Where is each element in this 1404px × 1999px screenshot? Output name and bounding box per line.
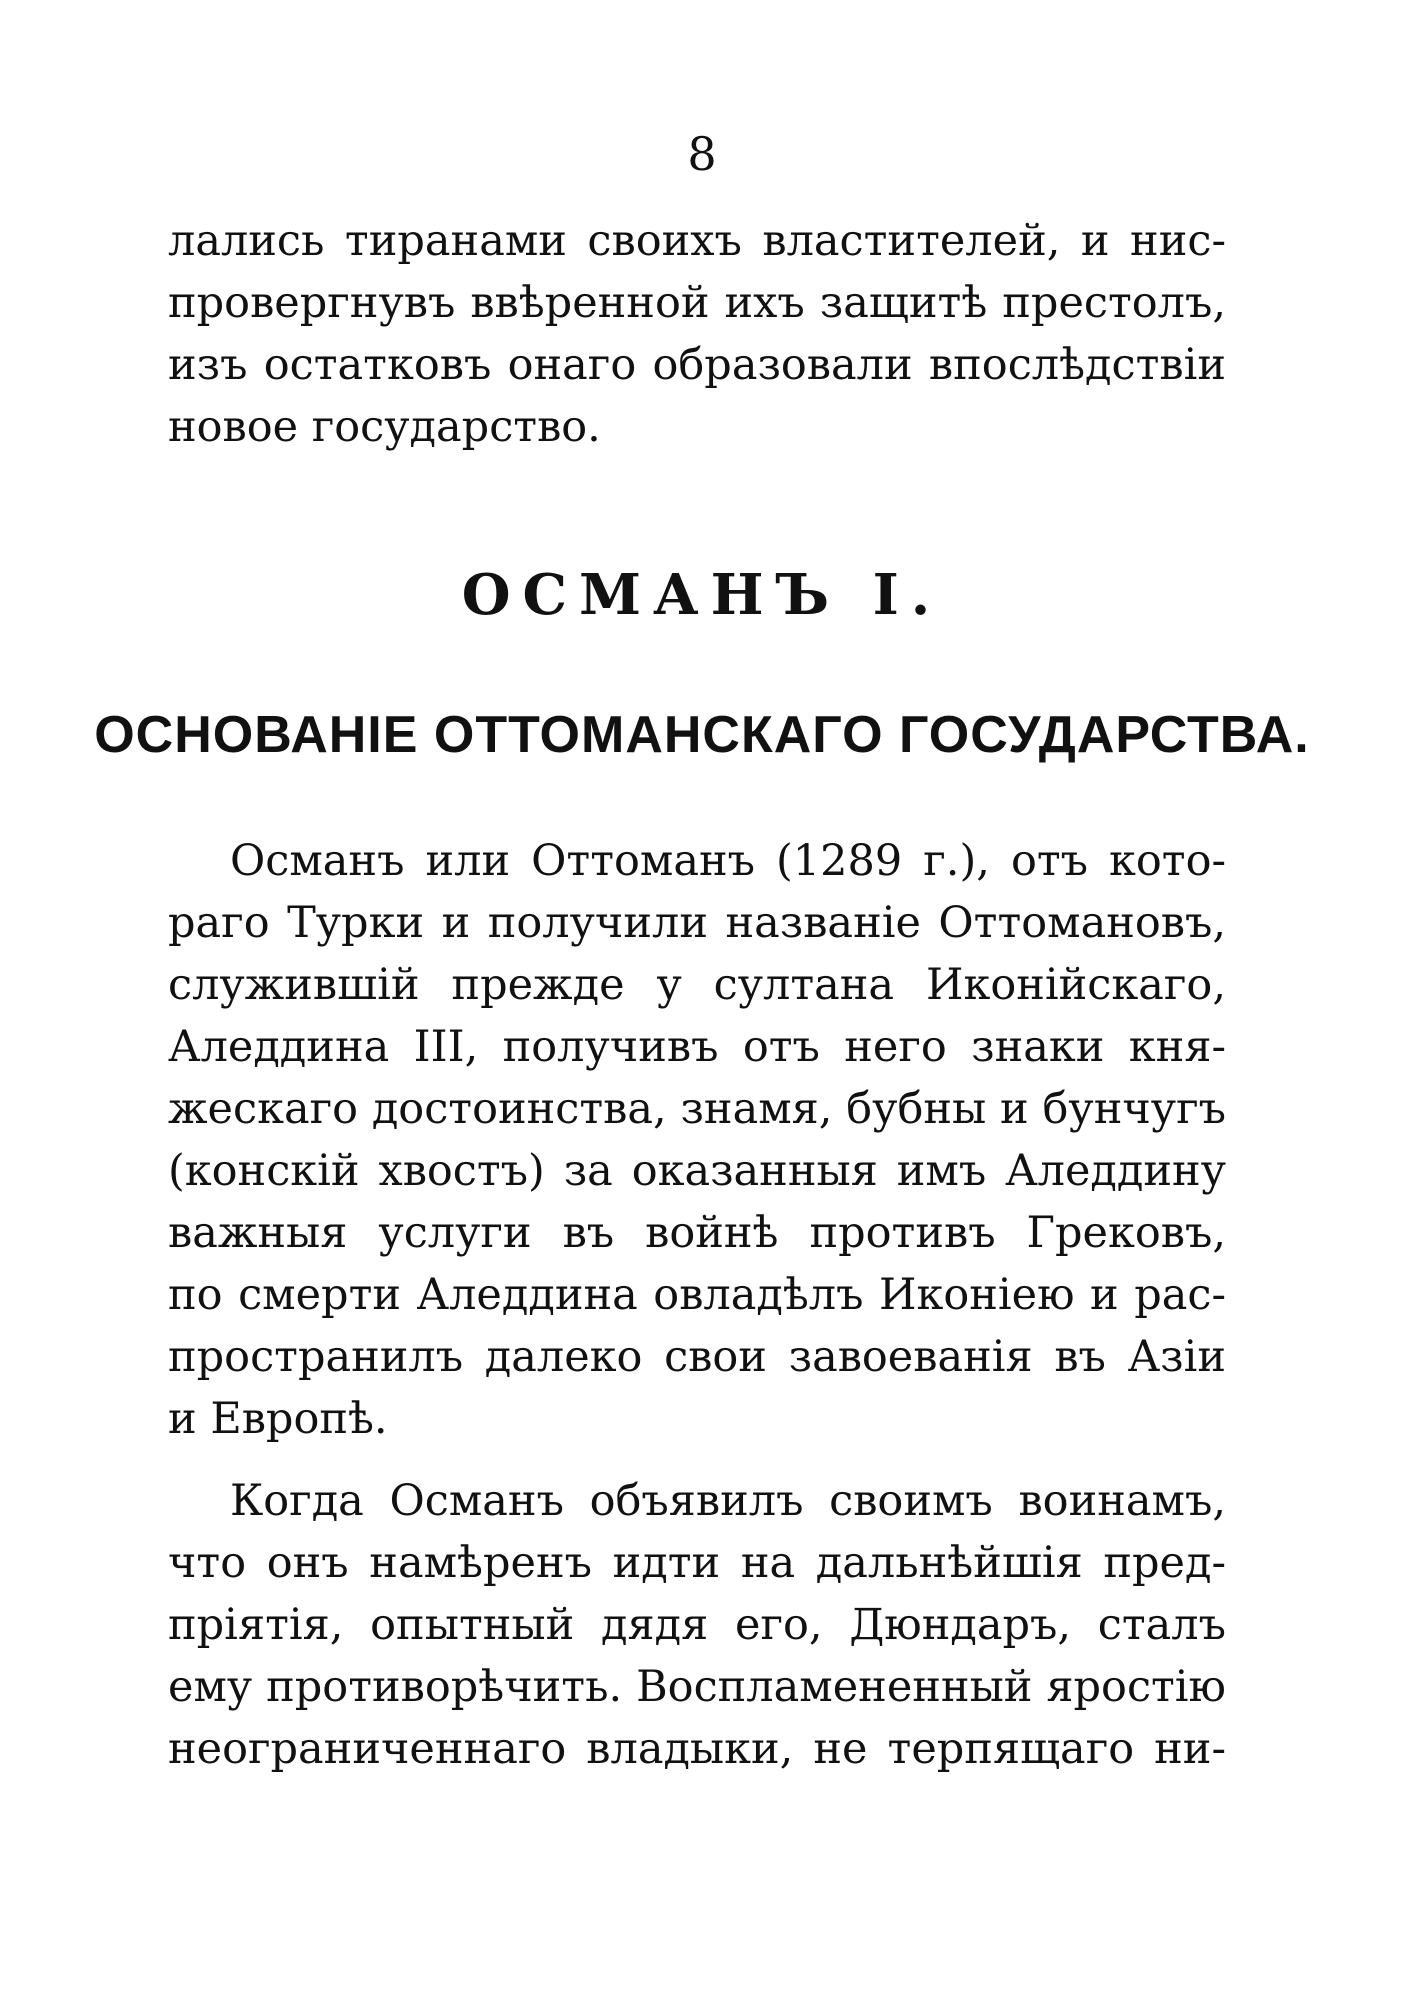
text-line: ему противорѣчить. Воспламененный яростію (168, 1662, 1226, 1712)
text-line: раго Турки и получили названіе Оттомановъ, (168, 898, 1226, 948)
text-line: что онъ намѣренъ идти на дальнѣйшія пред- (168, 1538, 1226, 1588)
text-line: Когда Османъ объявилъ своимъ воинамъ, (230, 1476, 1226, 1526)
chapter-title: ОСМАНЪ I. (461, 562, 943, 628)
text-line: провергнувъ ввѣренной ихъ защитѣ престолъ, (168, 278, 1226, 328)
text-line: пространилъ далеко свои завоеванія въ Азіи (168, 1332, 1226, 1382)
text-line: по смерти Аледдина овладѣлъ Иконіею и рас- (168, 1270, 1226, 1320)
text-line: новое государство. (168, 402, 601, 452)
text-line: лались тиранами своихъ властителей, и нис- (168, 216, 1226, 266)
text-line: пріятія, опытный дядя его, Дюндаръ, сталъ (168, 1600, 1226, 1650)
text-line: изъ остатковъ онаго образовали впослѣдствіи (168, 340, 1226, 390)
section-title: ОСНОВАНІЕ ОТТОМАНСКАГО ГОСУДАРСТВА. (94, 706, 1310, 764)
text-line: Аледдина III, получивъ отъ него знаки кня- (168, 1022, 1226, 1072)
text-line: (конскій хвостъ) за оказанныя имъ Аледдину (168, 1146, 1226, 1196)
text-line: жескаго достоинства, знамя, бубны и бунчугъ (168, 1084, 1226, 1134)
text-line: и Европѣ. (168, 1394, 388, 1444)
text-line: служившій прежде у султана Иконійскаго, (168, 960, 1226, 1010)
text-line: важныя услуги въ войнѣ противъ Грековъ, (168, 1208, 1226, 1258)
text-line: Османъ или Оттоманъ (1289 г.), отъ кото- (230, 836, 1226, 886)
page-number: 8 (687, 127, 717, 181)
text-line: неограниченнаго владыки, не терпящаго ни- (168, 1724, 1226, 1774)
